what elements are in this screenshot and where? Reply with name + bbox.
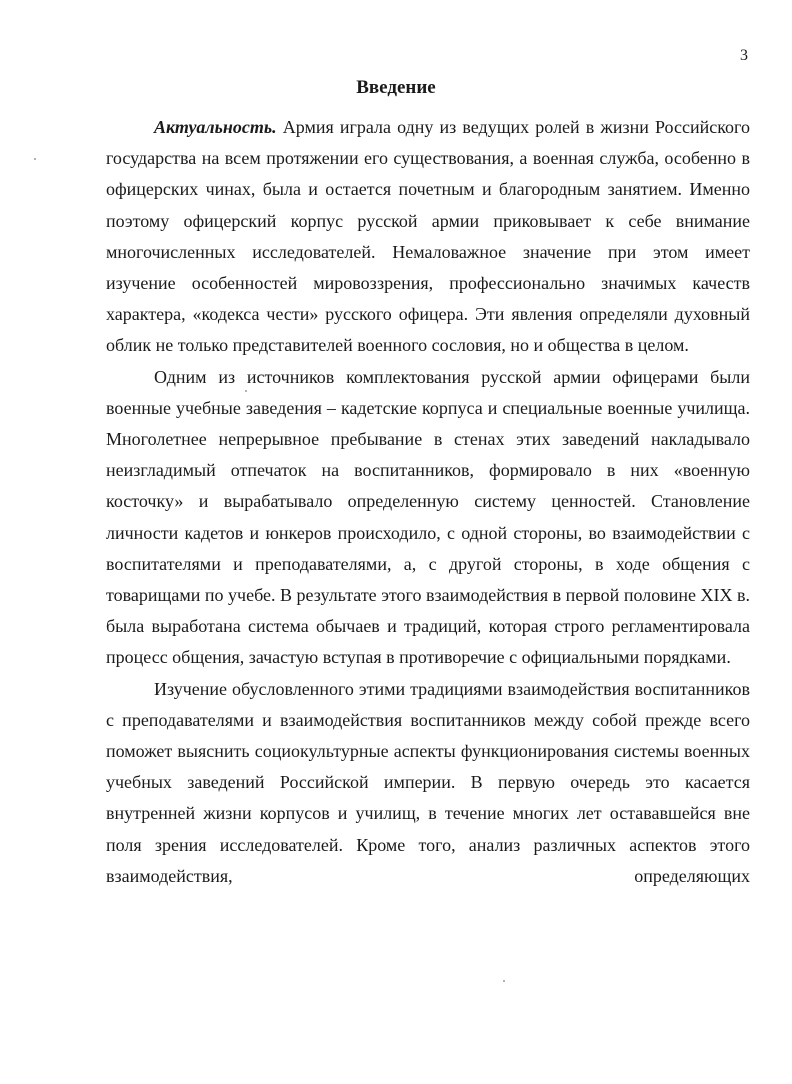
scan-speck [503,980,505,982]
paragraph-sources: Одним из источников комплектования русской армии офицерами были военные учебные заведения – кадетские корпуса и специальные военные училища. Многолетнее непрерывное пребывание в стенах этих заведений накладывало неизгладимый отпечаток на воспитанников, формировало в них «военную косточку» и вырабатывало определенную систему ценностей. Становление личности кадетов и юнкеров происходило, с одной стороны, во взаимодействии с воспитателями и преподавателями, а, с другой стороны, в ходе общения с товарищами по учебе. В результате этого взаимодействия в первой половине XIX в. была выработана система обычаев и традиций, которая строго регламентировала процесс общения, зачастую вступая в противоречие с официальными порядками. [106,366,750,668]
paragraph-interaction: Изучение обусловленного этими традициями взаимодействия воспитанников с преподавателями и взаимодействия воспитанников между собой прежде всего поможет выяснить социокультурные аспекты функционирования системы военных учебных заведений Российской империи. В первую очередь это касается внутренней жизни корпусов и училищ, в течение многих лет остававшейся вне поля зрения исследователей. Кроме того, анализ различных аспектов этого взаимодействия, определяющих [106,678,750,886]
scan-speck [245,390,247,392]
page-number: 3 [740,47,748,64]
paragraph-text: Армия играла одну из ведущих ролей в жизни Российского государства на всем протяжении его существования, а военная служба, особенно в офицерских чинах, была и остается почетным и благородным занятием. Именно поэтому офицерский корпус русской армии приковывает к себе внимание многочисленных исследователей. Немаловажное значение при этом имеет изучение особенностей мировоззрения, профессионально значимых качеств характера, «кодекса чести» русского офицера. Эти явления определяли духовный облик не только представителей военного сословия, но и общества в целом. [106,117,750,356]
scan-speck [34,158,36,160]
paragraph-relevance [106,112,750,362]
body-text [106,112,750,892]
paragraph-lead: Актуальность. [154,117,277,137]
section-heading: Введение [356,77,436,98]
